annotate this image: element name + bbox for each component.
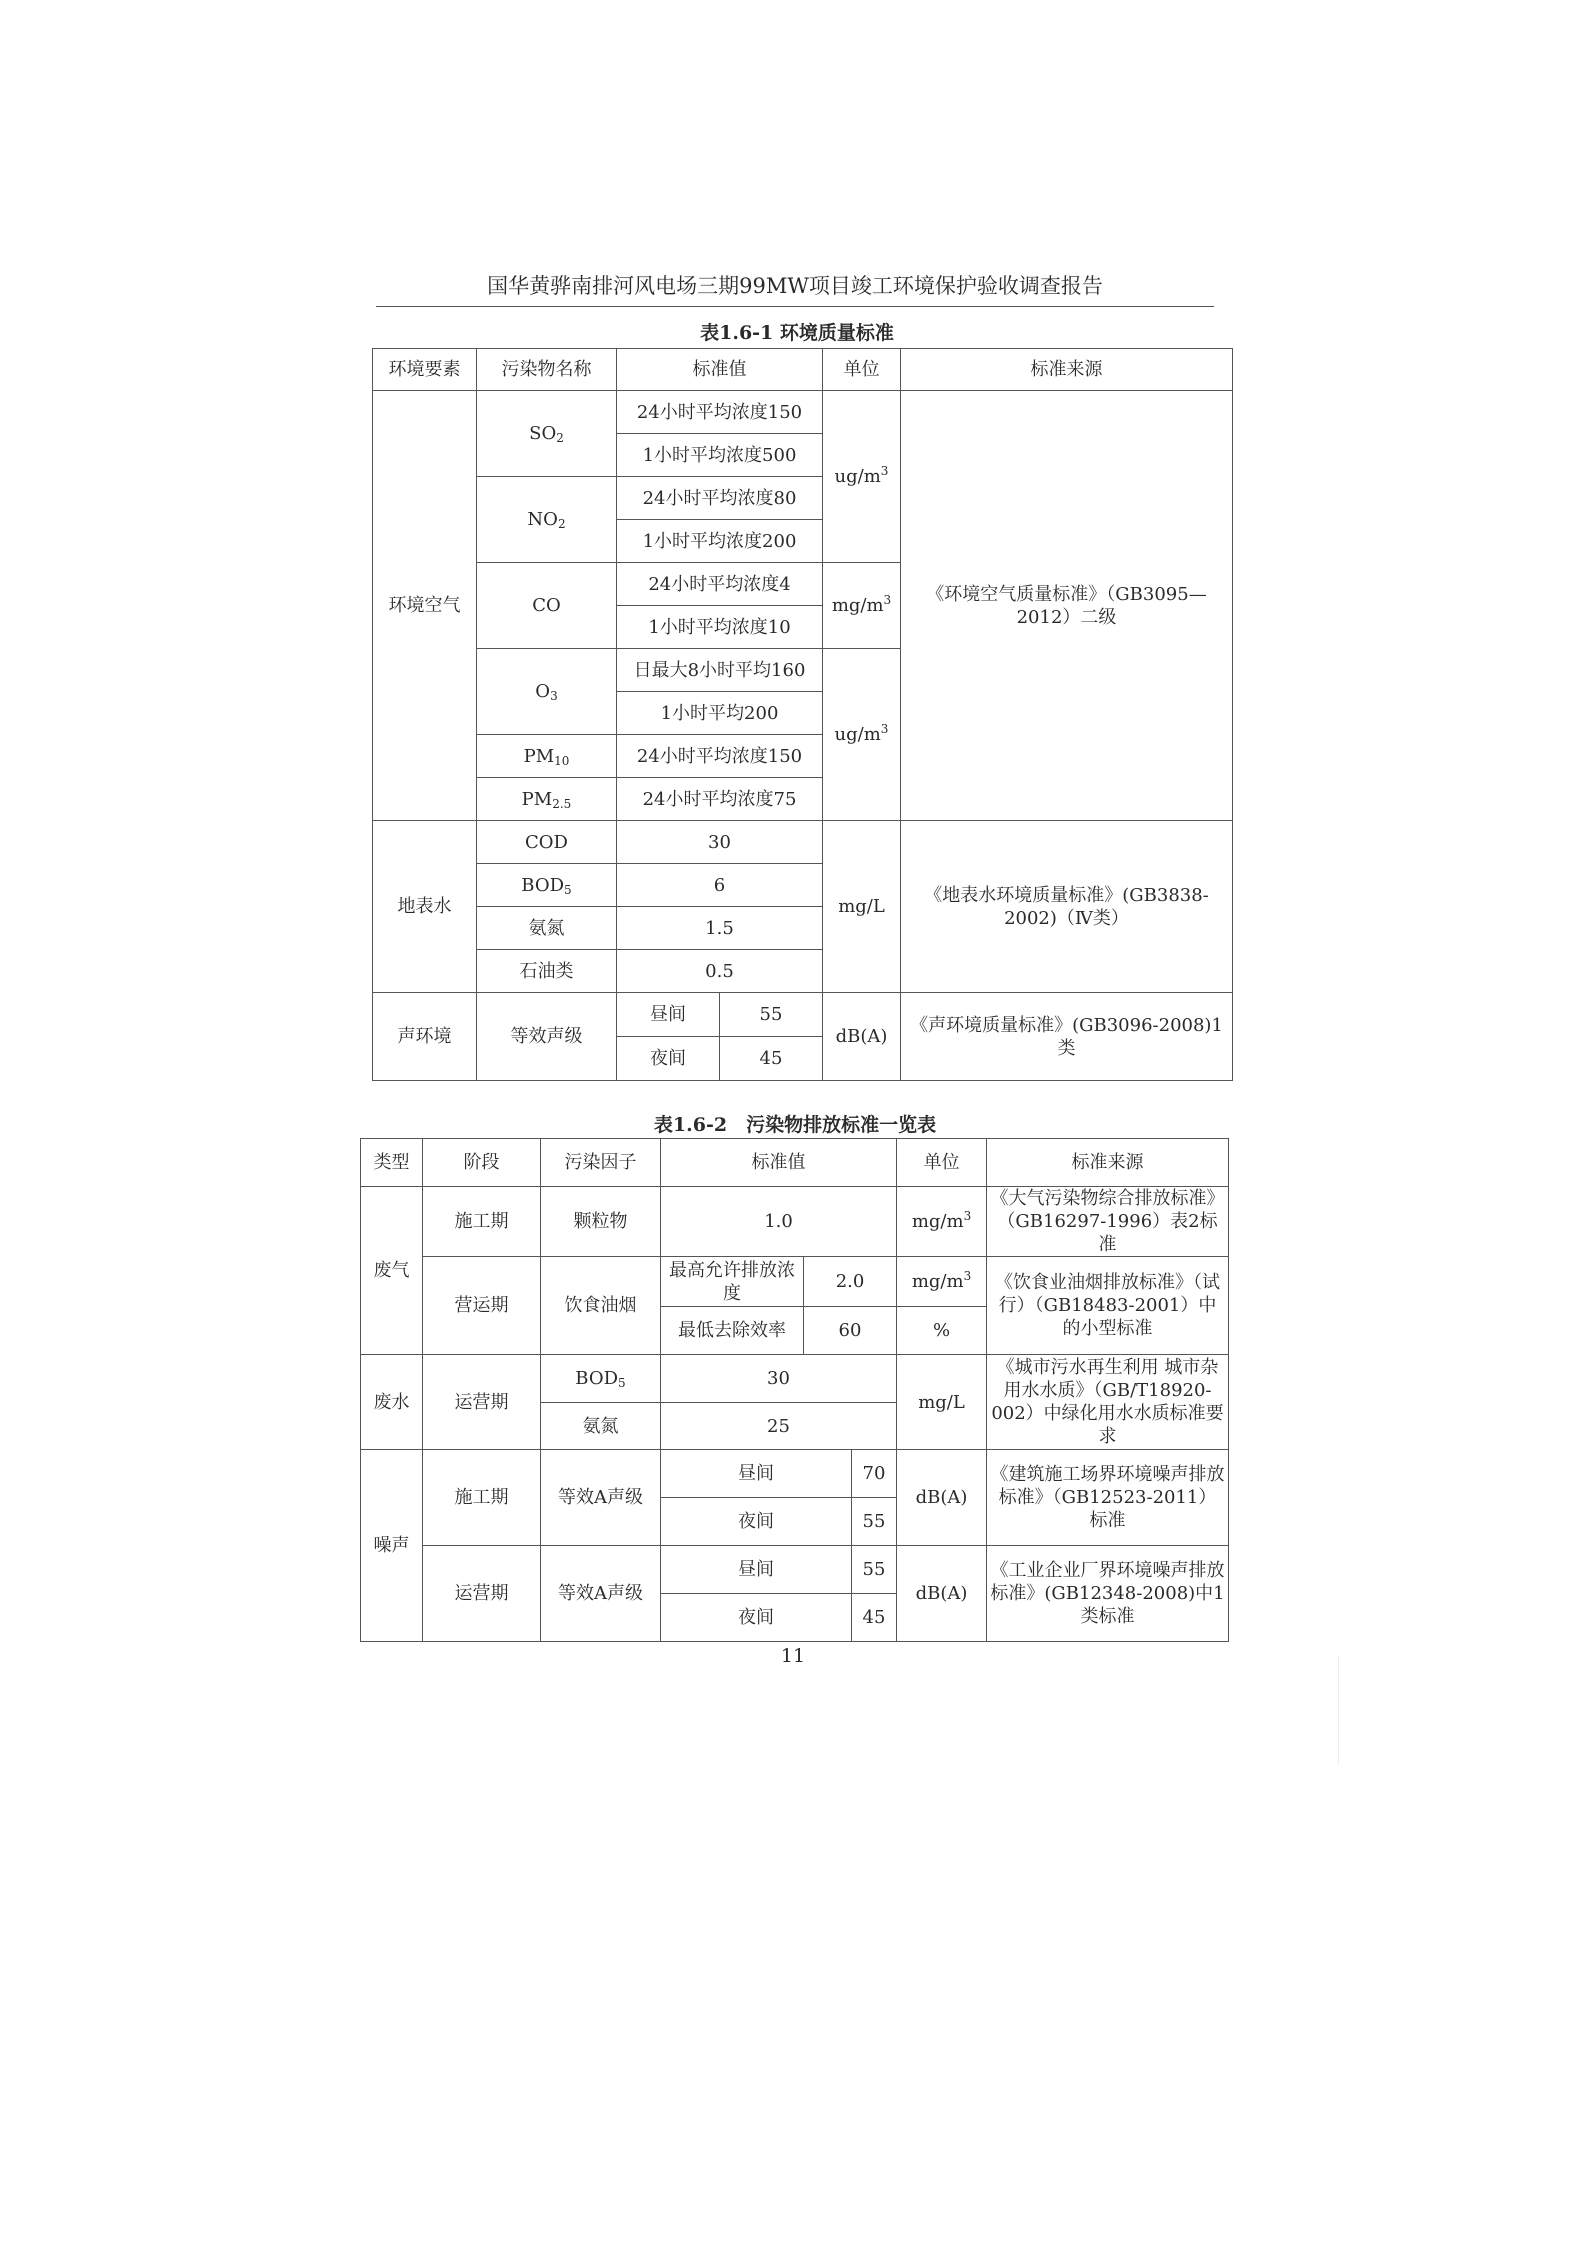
sub-label-cell: 最低去除效率 [661, 1307, 804, 1355]
period-label: 昼间 [661, 1546, 852, 1594]
pollutant-cell: COD [477, 821, 617, 864]
period-label: 昼间 [617, 993, 720, 1036]
pollutant-o3: $O_3$ [477, 649, 617, 735]
stage-cell: 营运期 [423, 1257, 541, 1355]
header-cell: 标准来源 [987, 1139, 1229, 1187]
value-cell: 1小时平均浓度10 [617, 606, 823, 649]
factor-bod5: $BOD_5$ [541, 1355, 661, 1403]
unit-mg-cell: $mg/m^3$ [823, 563, 901, 649]
table1-header-row [373, 349, 1233, 391]
table-row [361, 1187, 1229, 1257]
pollutant-pm10: $PM_{10}$ [477, 735, 617, 778]
stage-cell: 运营期 [423, 1355, 541, 1450]
factor-cell: 饮食油烟 [541, 1257, 661, 1355]
value-cell: 1小时平均200 [617, 692, 823, 735]
factor-cell: 氨氮 [541, 1403, 661, 1450]
value-cell: 0.5 [617, 950, 823, 993]
header-cell: 标准来源 [901, 349, 1233, 391]
page-header [376, 266, 1214, 307]
noise-source: 《声环境质量标准》(GB3096-2008)1类 [901, 993, 1233, 1081]
environmental-quality-table [372, 348, 1233, 1081]
stage-cell: 运营期 [423, 1546, 541, 1642]
pollutant-no2: $NO_2$ [477, 477, 617, 563]
value-cell: 1.5 [617, 907, 823, 950]
period-label: 夜间 [661, 1498, 852, 1546]
value-cell: 1小时平均浓度500 [617, 434, 823, 477]
water-source: 《地表水环境质量标准》(GB3838-2002)（Ⅳ类） [901, 821, 1233, 993]
scan-artifact-line [1338, 1655, 1339, 1765]
category-gas: 废气 [361, 1187, 423, 1355]
table-row [361, 1355, 1229, 1403]
table1-caption: 表1.6-1 环境质量标准 [700, 322, 894, 344]
unit-cell: % [897, 1307, 987, 1355]
factor-cell: 等效A声级 [541, 1546, 661, 1642]
value-cell: 30 [617, 821, 823, 864]
value-cell: 55 [852, 1546, 897, 1594]
unit-cell: $mg/m^3$ [897, 1187, 987, 1257]
pollutant-bod5: $BOD_5$ [477, 864, 617, 907]
unit-cell: mg/L [823, 821, 901, 993]
stage-cell: 施工期 [423, 1187, 541, 1257]
category-air: 环境空气 [373, 391, 477, 821]
unit-cell: mg/L [897, 1355, 987, 1450]
period-label: 夜间 [617, 1037, 720, 1080]
unit-cell: dB(A) [823, 993, 901, 1081]
pollutant-co: CO [477, 563, 617, 649]
table-row [361, 1546, 1229, 1594]
value-cell: 2.0 [804, 1257, 897, 1307]
sub-label-cell: 最高允许排放浓度 [661, 1257, 804, 1307]
header-cell: 标准值 [661, 1139, 897, 1187]
table-row [373, 391, 1233, 434]
table-row [373, 993, 1233, 1037]
period-label: 昼间 [661, 1450, 852, 1498]
air-source: 《环境空气质量标准》（GB3095—2012）二级 [901, 391, 1233, 821]
value-cell: 60 [804, 1307, 897, 1355]
factor-cell: 颗粒物 [541, 1187, 661, 1257]
header-cell: 阶段 [423, 1139, 541, 1187]
pollutant-cell: 等效声级 [477, 993, 617, 1081]
pollutant-cell: 氨氮 [477, 907, 617, 950]
noise-split-cell [617, 993, 823, 1037]
value-cell: 24小时平均浓度150 [617, 391, 823, 434]
value-cell: 55 [852, 1498, 897, 1546]
factor-cell: 等效A声级 [541, 1450, 661, 1546]
category-noise: 声环境 [373, 993, 477, 1081]
table-row [373, 821, 1233, 864]
source-cell: 《工业企业厂界环境噪声排放标准》(GB12348-2008)中1类标准 [987, 1546, 1229, 1642]
value-cell: 70 [852, 1450, 897, 1498]
unit-ug-cell: $ug/m^3$ [823, 649, 901, 821]
source-cell: 《城市污水再生利用 城市杂用水水质》（GB/T18920-002）中绿化用水水质标准要求 [987, 1355, 1229, 1450]
pollutant-so2: $SO_2$ [477, 391, 617, 477]
value-cell: 45 [852, 1594, 897, 1642]
category-water: 地表水 [373, 821, 477, 993]
value-cell: 25 [661, 1403, 897, 1450]
value-cell: 日最大8小时平均160 [617, 649, 823, 692]
emission-standard-table [360, 1138, 1229, 1642]
value-cell: 6 [617, 864, 823, 907]
page-number: 11 [780, 1645, 806, 1667]
noise-split-cell [617, 1037, 823, 1081]
period-value: 55 [759, 1004, 783, 1025]
header-cell: 环境要素 [373, 349, 477, 391]
header-cell: 单位 [823, 349, 901, 391]
header-cell: 类型 [361, 1139, 423, 1187]
report-title: 国华黄骅南排河风电场三期99MW项目竣工环境保护验收调查报告 [487, 274, 1103, 298]
header-cell: 污染物名称 [477, 349, 617, 391]
category-noise: 噪声 [361, 1450, 423, 1642]
source-cell: 《饮食业油烟排放标准》（试行）（GB18483-2001）中的小型标准 [987, 1257, 1229, 1355]
unit-cell: $mg/m^3$ [897, 1257, 987, 1307]
pollutant-pm25: $PM_{2.5}$ [477, 778, 617, 821]
unit-cell: dB(A) [897, 1546, 987, 1642]
value-cell: 24小时平均浓度80 [617, 477, 823, 520]
source-cell: 《建筑施工场界环境噪声排放标准》（GB12523-2011）标准 [987, 1450, 1229, 1546]
table-row [361, 1450, 1229, 1498]
stage-cell: 施工期 [423, 1450, 541, 1546]
header-cell: 标准值 [617, 349, 823, 391]
value-cell: 1小时平均浓度200 [617, 520, 823, 563]
period-value: 45 [759, 1048, 783, 1069]
header-cell: 污染因子 [541, 1139, 661, 1187]
value-cell: 24小时平均浓度75 [617, 778, 823, 821]
value-cell: 24小时平均浓度4 [617, 563, 823, 606]
value-cell: 30 [661, 1355, 897, 1403]
unit-cell: dB(A) [897, 1450, 987, 1546]
source-cell: 《大气污染物综合排放标准》（GB16297-1996）表2标准 [987, 1187, 1229, 1257]
table2-header-row [361, 1139, 1229, 1187]
table-row [361, 1257, 1229, 1307]
value-cell: 1.0 [661, 1187, 897, 1257]
unit-ug-cell: $ug/m^3$ [823, 391, 901, 563]
period-label: 夜间 [661, 1594, 852, 1642]
value-cell: 24小时平均浓度150 [617, 735, 823, 778]
header-cell: 单位 [897, 1139, 987, 1187]
category-wastewater: 废水 [361, 1355, 423, 1450]
table2-caption: 表1.6-2 污染物排放标准一览表 [653, 1114, 937, 1136]
pollutant-cell: 石油类 [477, 950, 617, 993]
